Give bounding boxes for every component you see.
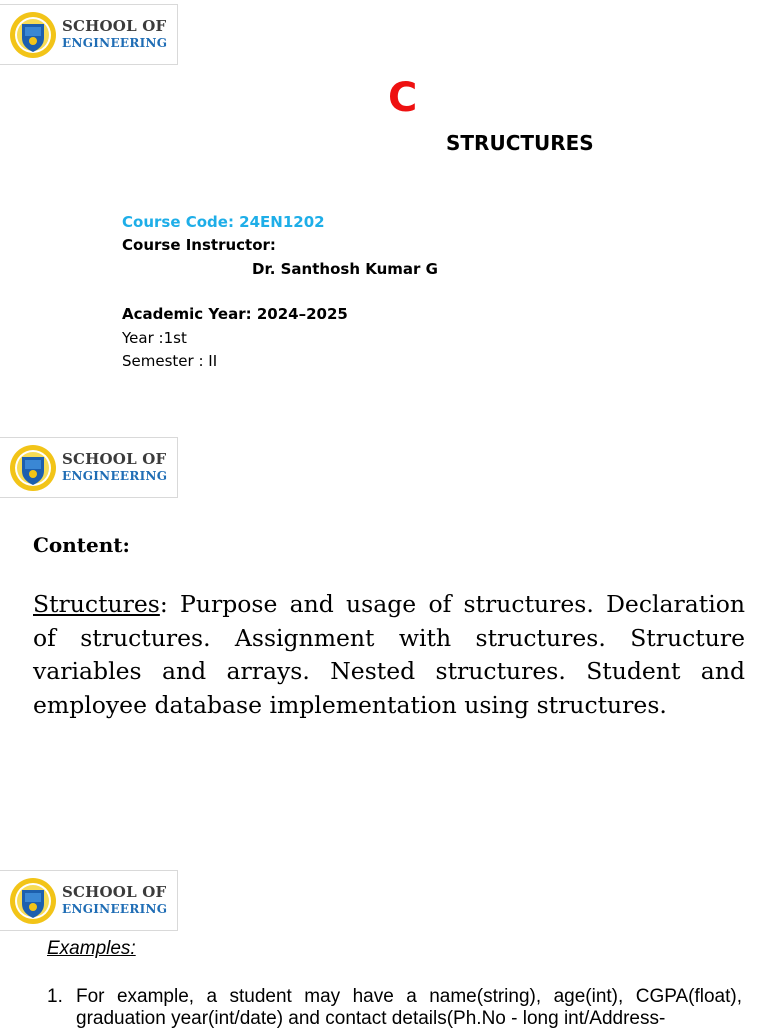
instructor-name: Dr. Santhosh Kumar G <box>252 260 438 278</box>
logo-text-school-of: SCHOOL OF <box>62 883 167 901</box>
list-item <box>47 986 742 1030</box>
examples-list <box>47 986 742 1030</box>
slide-title: STRUCTURES <box>446 131 594 155</box>
content-term-structures: Structures <box>33 590 160 618</box>
content-heading: Content: <box>33 533 130 557</box>
logo-text-engineering: ENGINEERING <box>62 36 168 50</box>
logo-text-engineering: ENGINEERING <box>62 902 168 916</box>
emblem-icon <box>9 11 57 59</box>
examples-heading: Examples: <box>47 938 136 959</box>
emblem-icon <box>9 877 57 925</box>
semester-text: Semester : II <box>122 352 218 370</box>
school-logo <box>0 437 178 498</box>
school-logo <box>0 870 178 931</box>
year-text: Year :1st <box>122 329 187 347</box>
school-logo <box>0 4 178 65</box>
content-body-text: : Purpose and usage of structures. Declaration of structures. Assignment with structures. Structure variables and arrays. Nested structures. Student and employee database implementation using structures. <box>33 590 745 719</box>
logo-text-school-of: SCHOOL OF <box>62 450 167 468</box>
course-code: Course Code: 24EN1202 <box>122 213 325 231</box>
course-instructor-label: Course Instructor: <box>122 236 276 254</box>
slide-letter-c: C <box>388 75 418 121</box>
list-item-number: 1. <box>47 986 63 1007</box>
logo-text-school-of: SCHOOL OF <box>62 17 167 35</box>
emblem-icon <box>9 444 57 492</box>
logo-text-engineering: ENGINEERING <box>62 469 168 483</box>
list-item-text: For example, a student may have a name(string), age(int), CGPA(float), graduation year(int/date) and contact details(Ph.No - long int/Address- <box>76 986 742 1029</box>
academic-year: Academic Year: 2024–2025 <box>122 305 348 323</box>
content-paragraph <box>33 588 745 722</box>
